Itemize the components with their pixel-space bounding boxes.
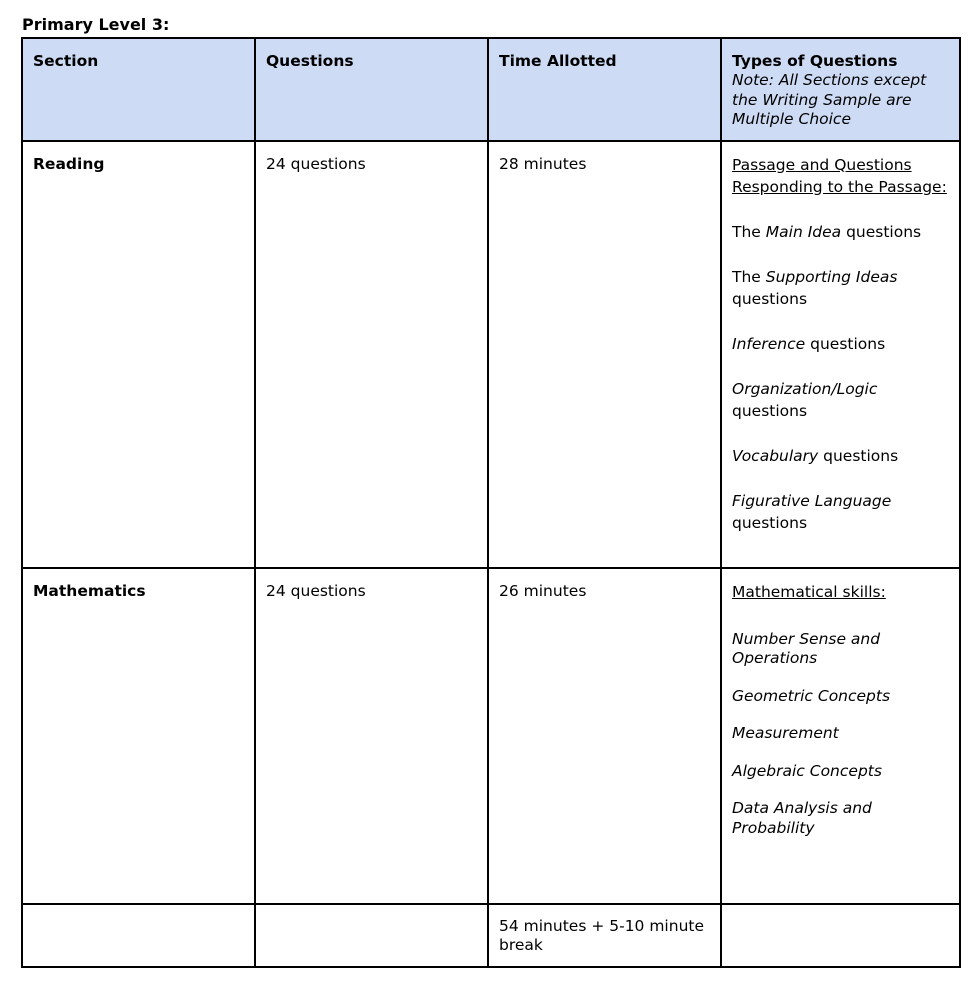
table-row-mathematics: [22, 568, 960, 904]
math-questions-cell: 24 questions: [255, 568, 488, 904]
reading-type-item: Figurative Language questions: [732, 491, 892, 532]
reading-type-item: The Main Idea questions: [732, 222, 922, 241]
math-section-cell: Mathematics: [22, 568, 255, 904]
header-time-allotted: Time Allotted: [488, 38, 721, 141]
table-row-total: [22, 904, 960, 967]
total-questions-cell: [255, 904, 488, 967]
math-skill-item: Measurement: [732, 724, 839, 742]
math-types-cell: [721, 568, 960, 904]
table-row-reading: [22, 141, 960, 568]
reading-type-item: Inference questions: [732, 334, 886, 353]
test-sections-table: [21, 37, 961, 968]
math-intro: Mathematical skills:: [732, 582, 886, 601]
reading-type-item: Vocabulary questions: [732, 446, 899, 465]
math-skill-item: Number Sense and Operations: [732, 629, 881, 667]
math-skill-item: Data Analysis and Probability: [732, 799, 872, 837]
reading-questions-cell: 24 questions: [255, 141, 488, 568]
total-section-cell: [22, 904, 255, 967]
types-header-note: Note: All Sections except the Writing Sample are Multiple Choice: [732, 71, 927, 128]
total-time-cell: 54 minutes + 5-10 minute break: [488, 904, 721, 967]
header-questions: Questions: [255, 38, 488, 141]
reading-type-item: Organization/Logic questions: [732, 379, 878, 420]
header-types-of-questions: [721, 38, 960, 141]
table-header-row: [22, 38, 960, 141]
reading-section-cell: Reading: [22, 141, 255, 568]
reading-types-cell: [721, 141, 960, 568]
math-skill-item: Geometric Concepts: [732, 686, 891, 705]
reading-time-cell: 28 minutes: [488, 141, 721, 568]
types-header-label: Types of Questions: [732, 52, 898, 70]
header-section: Section: [22, 38, 255, 141]
reading-type-item: The Supporting Ideas questions: [732, 267, 898, 308]
math-skill-item: Algebraic Concepts: [732, 761, 882, 780]
math-time-cell: 26 minutes: [488, 568, 721, 904]
document-title: Primary Level 3:: [22, 15, 170, 34]
total-types-cell: [721, 904, 960, 967]
reading-intro: Passage and Questions Responding to the Passage:: [732, 155, 947, 196]
